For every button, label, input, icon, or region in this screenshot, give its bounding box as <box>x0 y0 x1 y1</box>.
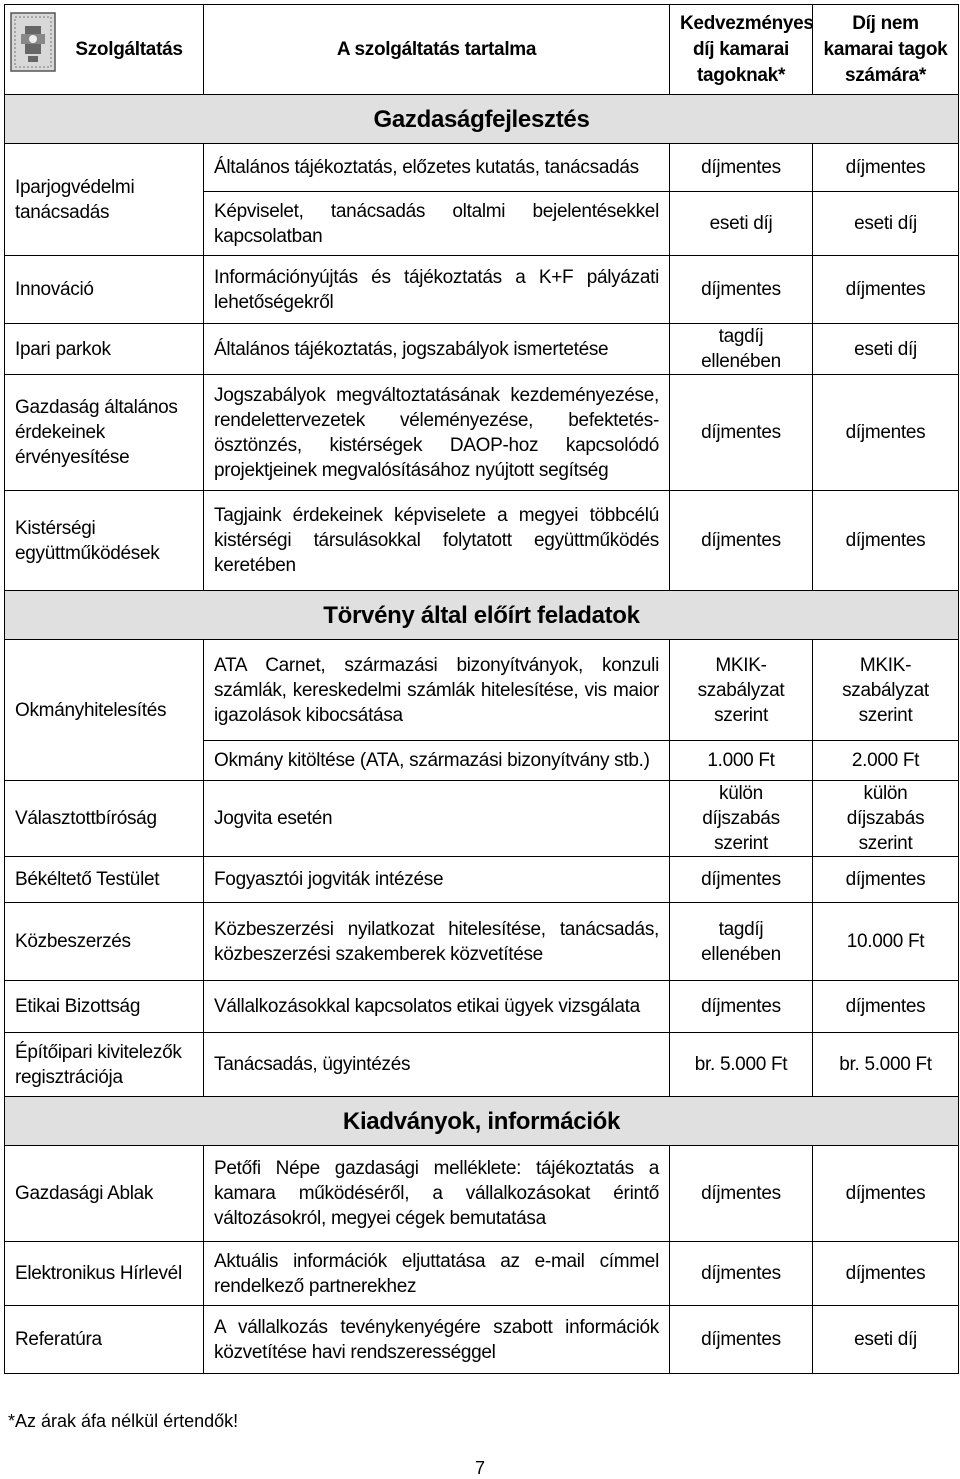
member-fee-cell: tagdíj ellenében <box>670 324 813 375</box>
member-fee-cell: külön díjszabás szerint <box>670 781 813 857</box>
section-row <box>5 591 959 640</box>
nonmember-fee-cell: díjmentes <box>813 256 959 324</box>
member-fee-cell: eseti díj <box>670 192 813 256</box>
service-cell: Választottbíróság <box>5 781 204 857</box>
member-fee-cell: tagdíj ellenében <box>670 903 813 981</box>
nonmember-fee-cell: eseti díj <box>813 192 959 256</box>
member-fee-cell: díjmentes <box>670 1242 813 1306</box>
section-row <box>5 95 959 144</box>
nonmember-fee-cell: 10.000 Ft <box>813 903 959 981</box>
content-cell: Petőfi Népe gazdasági melléklete: tájékoztatás a kamara működéséről, a vállalkozásokat érintő változásokról, megyei cégek bemutatása <box>204 1146 670 1242</box>
service-cell: Gazdaság általános érdekeinek érvényesítése <box>5 375 204 491</box>
chamber-logo <box>10 12 56 72</box>
content-cell: Fogyasztói jogviták intézése <box>204 857 670 903</box>
member-fee-cell: 1.000 Ft <box>670 741 813 781</box>
service-cell: Okmányhitelesítés <box>5 640 204 781</box>
member-fee-cell: díjmentes <box>670 1146 813 1242</box>
nonmember-fee-cell: díjmentes <box>813 375 959 491</box>
member-fee-cell: díjmentes <box>670 491 813 591</box>
nonmember-fee-cell: díjmentes <box>813 1146 959 1242</box>
service-cell: Gazdasági Ablak <box>5 1146 204 1242</box>
member-fee-cell: díjmentes <box>670 1306 813 1374</box>
nonmember-fee-cell: díjmentes <box>813 981 959 1033</box>
content-cell: Tanácsadás, ügyintézés <box>204 1033 670 1097</box>
content-cell: Tagjaink érdekeinek képviselete a megyei többcélú kistérségi társulásokkal folytatott együttműködés keretében <box>204 491 670 591</box>
service-cell: Ipari parkok <box>5 324 204 375</box>
member-fee-cell: MKIK-szabályzat szerint <box>670 640 813 741</box>
nonmember-fee-cell: díjmentes <box>813 1242 959 1306</box>
nonmember-fee-cell: MKIK-szabályzat szerint <box>813 640 959 741</box>
table-row <box>5 375 959 491</box>
service-cell: Innováció <box>5 256 204 324</box>
header-nonmember-fee: Díj nem kamarai tagok számára* <box>813 5 959 95</box>
service-cell: Elektronikus Hírlevél <box>5 1242 204 1306</box>
nonmember-fee-cell: díjmentes <box>813 491 959 591</box>
table-row <box>5 1033 959 1097</box>
service-cell: Közbeszerzés <box>5 903 204 981</box>
member-fee-cell: díjmentes <box>670 375 813 491</box>
service-cell: Etikai Bizottság <box>5 981 204 1033</box>
table-row <box>5 1242 959 1306</box>
page-number: 7 <box>474 1458 485 1478</box>
section-title: Törvény által előírt feladatok <box>5 591 959 640</box>
footnote: *Az árak áfa nélkül értendők! <box>8 1411 239 1431</box>
member-fee-cell: díjmentes <box>670 981 813 1033</box>
nonmember-fee-cell: külön díjszabás szerint <box>813 781 959 857</box>
table-row <box>5 781 959 857</box>
content-cell: Közbeszerzési nyilatkozat hitelesítése, tanácsadás, közbeszerzési szakemberek közvetítése <box>204 903 670 981</box>
table-row <box>5 491 959 591</box>
header-content: A szolgáltatás tartalma <box>204 5 670 95</box>
content-cell: Jogszabályok megváltoztatásának kezdeményezése, rendelettervezetek véleményezése, befektetés-ösztönzés, kistérségek DAOP-hoz kapcsolódó projektjeinek megvalósításához nyújtott segítség <box>204 375 670 491</box>
content-cell: Vállalkozásokkal kapcsolatos etikai ügyek vizsgálata <box>204 981 670 1033</box>
service-cell: Referatúra <box>5 1306 204 1374</box>
header-member-fee: Kedvezményes díj kamarai tagoknak* <box>670 5 813 95</box>
content-cell: Általános tájékoztatás, jogszabályok ismertetése <box>204 324 670 375</box>
member-fee-cell: díjmentes <box>670 857 813 903</box>
service-cell: Építőipari kivitelezők regisztrációja <box>5 1033 204 1097</box>
table-row <box>5 144 959 192</box>
content-cell: Jogvita esetén <box>204 781 670 857</box>
table-header-row <box>5 5 959 95</box>
table-row <box>5 857 959 903</box>
nonmember-fee-cell: br. 5.000 Ft <box>813 1033 959 1097</box>
content-cell: Általános tájékoztatás, előzetes kutatás, tanácsadás <box>204 144 670 192</box>
table-row <box>5 1306 959 1374</box>
nonmember-fee-cell: eseti díj <box>813 1306 959 1374</box>
table-row <box>5 1146 959 1242</box>
section-title: Gazdaságfejlesztés <box>5 95 959 144</box>
content-cell: ATA Carnet, származási bizonyítványok, konzuli számlák, kereskedelmi számlák hitelesítése, vis maior igazolások kibocsátása <box>204 640 670 741</box>
nonmember-fee-cell: 2.000 Ft <box>813 741 959 781</box>
service-cell: Békéltető Testület <box>5 857 204 903</box>
nonmember-fee-cell: díjmentes <box>813 857 959 903</box>
content-cell: Információnyújtás és tájékoztatás a K+F pályázati lehetőségekről <box>204 256 670 324</box>
table-row <box>5 903 959 981</box>
content-cell: Képviselet, tanácsadás oltalmi bejelentésekkel kapcsolatban <box>204 192 670 256</box>
content-cell: Okmány kitöltése (ATA, származási bizonyítvány stb.) <box>204 741 670 781</box>
service-cell: Kistérségi együttműködések <box>5 491 204 591</box>
table-row <box>5 981 959 1033</box>
member-fee-cell: díjmentes <box>670 256 813 324</box>
table-row <box>5 256 959 324</box>
nonmember-fee-cell: eseti díj <box>813 324 959 375</box>
content-cell: A vállalkozás tevénykenyégére szabott információk közvetítése havi rendszerességgel <box>204 1306 670 1374</box>
table-row <box>5 640 959 741</box>
service-cell: Iparjogvédelmi tanácsadás <box>5 144 204 256</box>
section-title: Kiadványok, információk <box>5 1097 959 1146</box>
member-fee-cell: díjmentes <box>670 144 813 192</box>
header-service: Szolgáltatás <box>5 5 204 95</box>
content-cell: Aktuális információk eljuttatása az e-mail címmel rendelkező partnerekhez <box>204 1242 670 1306</box>
section-row <box>5 1097 959 1146</box>
member-fee-cell: br. 5.000 Ft <box>670 1033 813 1097</box>
table-row <box>5 324 959 375</box>
fee-table <box>4 4 959 1374</box>
nonmember-fee-cell: díjmentes <box>813 144 959 192</box>
